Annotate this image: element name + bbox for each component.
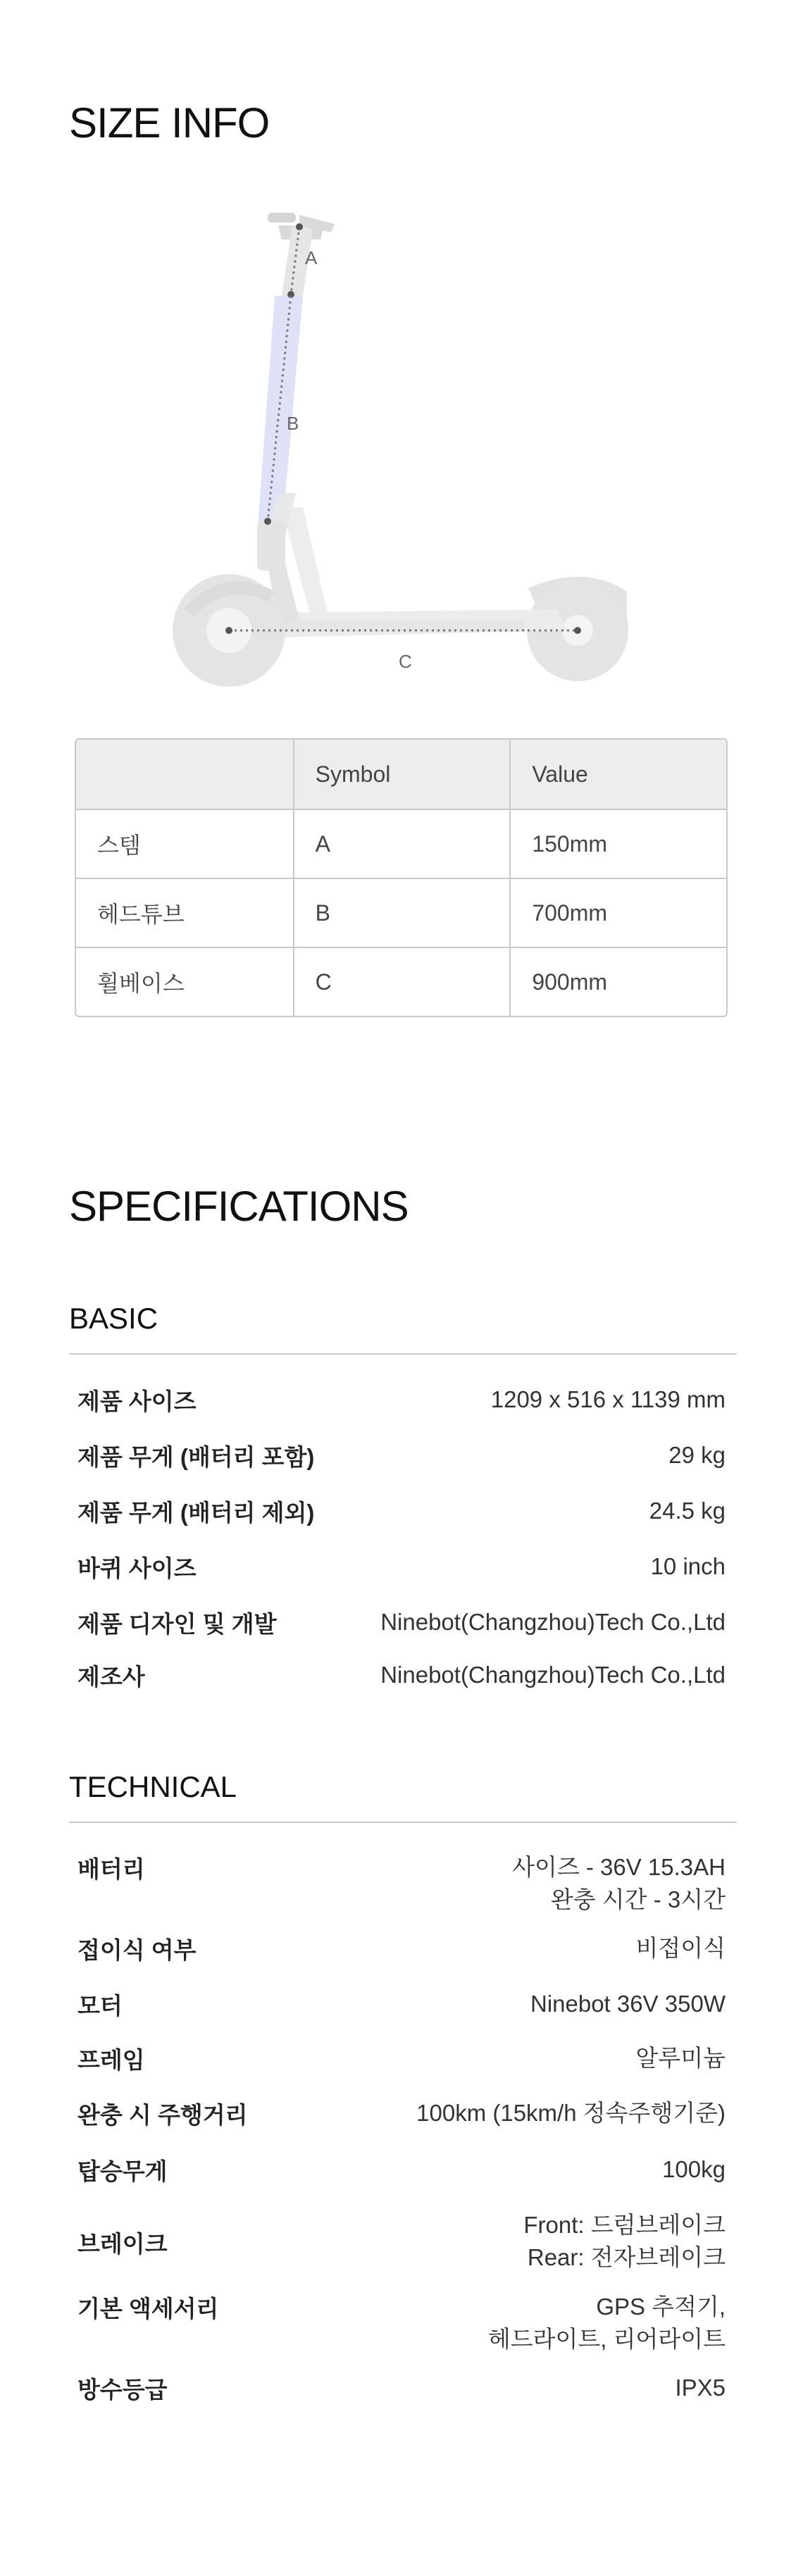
spec-label: 제품 무게 (배터리 제외) (77, 1500, 315, 1526)
spec-row (77, 2372, 726, 2405)
spec-row (77, 2097, 726, 2130)
spec-value: IPX5 (675, 2375, 726, 2401)
table-cell-symbol: B (293, 879, 510, 947)
spec-row (77, 1851, 726, 1916)
spec-value: Ninebot(Changzhou)Tech Co.,Ltd (380, 1662, 726, 1688)
table-cell-value: 150mm (509, 810, 726, 878)
spec-row (77, 1495, 726, 1528)
basic-section-title: BASIC (69, 1302, 158, 1335)
spec-row (77, 2209, 726, 2274)
size-info-title: SIZE INFO (69, 99, 270, 147)
spec-row (77, 1550, 726, 1583)
spec-label: 완충 시 주행거리 (77, 2102, 248, 2128)
spec-value: Ninebot(Changzhou)Tech Co.,Ltd (380, 1609, 726, 1635)
spec-value: 10 inch (650, 1553, 726, 1579)
size-table-header-row (76, 740, 726, 809)
header-cell-value: Value (509, 740, 726, 809)
technical-section-title: TECHNICAL (69, 1770, 237, 1803)
spec-row (77, 1439, 726, 1472)
spec-label: 탑승무게 (77, 2158, 168, 2184)
table-cell-value: 900mm (509, 948, 726, 1016)
spec-label: 기본 액세서리 (77, 2296, 219, 2322)
table-cell-value: 700mm (509, 879, 726, 947)
spec-label: 모터 (77, 1993, 123, 2019)
spec-value: Ninebot 36V 350W (530, 1991, 726, 2017)
spec-value: 24.5 kg (649, 1498, 726, 1524)
spec-label: 배터리 (77, 1856, 145, 1882)
table-row (76, 809, 726, 878)
spec-value: 1209 x 516 x 1139 mm (490, 1386, 726, 1412)
spec-value: 100kg (662, 2156, 726, 2182)
section-divider (69, 1353, 737, 1355)
spec-row (77, 1659, 726, 1692)
table-row (76, 878, 726, 947)
table-cell-symbol: A (293, 810, 510, 878)
spec-label: 방수등급 (77, 2377, 168, 2403)
header-cell (76, 740, 293, 809)
spec-row (77, 1932, 726, 1965)
spec-value: Front: 드럼브레이크 Rear: 전자브레이크 (523, 2212, 726, 2270)
spec-label: 제조사 (77, 1664, 145, 1690)
spec-label: 제품 디자인 및 개발 (77, 1611, 277, 1637)
specifications-title: SPECIFICATIONS (69, 1183, 409, 1230)
spec-value: GPS 추적기, 헤드라이트, 리어라이트 (487, 2294, 726, 2352)
table-cell-part: 헤드튜브 (97, 902, 185, 927)
table-row (76, 947, 726, 1016)
spec-label: 바퀴 사이즈 (77, 1555, 197, 1581)
table-cell-part: 스템 (97, 833, 141, 858)
spec-label: 접이식 여부 (77, 1937, 197, 1963)
spec-label: 제품 무게 (배터리 포함) (77, 1444, 315, 1470)
scooter-size-diagram (162, 197, 655, 690)
table-cell-symbol: C (293, 948, 510, 1016)
spec-value: 알루미늄 (635, 2045, 726, 2071)
label-b: B (287, 413, 299, 434)
spec-value: 100km (15km/h 정속주행기준) (416, 2100, 726, 2126)
label-a: A (305, 247, 318, 268)
size-table (75, 738, 728, 1017)
spec-value: 비접이식 (635, 1935, 726, 1961)
spec-row (77, 2042, 726, 2075)
spec-label: 제품 사이즈 (77, 1388, 197, 1414)
spec-label: 프레임 (77, 2047, 145, 2073)
spec-row (77, 2153, 726, 2186)
spec-row (77, 1383, 726, 1417)
spec-row (77, 1988, 726, 2021)
spec-row (77, 1606, 726, 1639)
spec-row (77, 2291, 726, 2356)
header-cell-symbol: Symbol (293, 740, 510, 809)
label-c: C (399, 651, 412, 672)
section-divider (69, 1822, 737, 1823)
spec-value: 29 kg (668, 1442, 726, 1468)
spec-label: 브레이크 (77, 2231, 168, 2257)
table-cell-part: 휠베이스 (97, 971, 185, 996)
spec-value: 사이즈 - 36V 15.3AH 완충 시간 - 3시간 (512, 1854, 726, 1912)
